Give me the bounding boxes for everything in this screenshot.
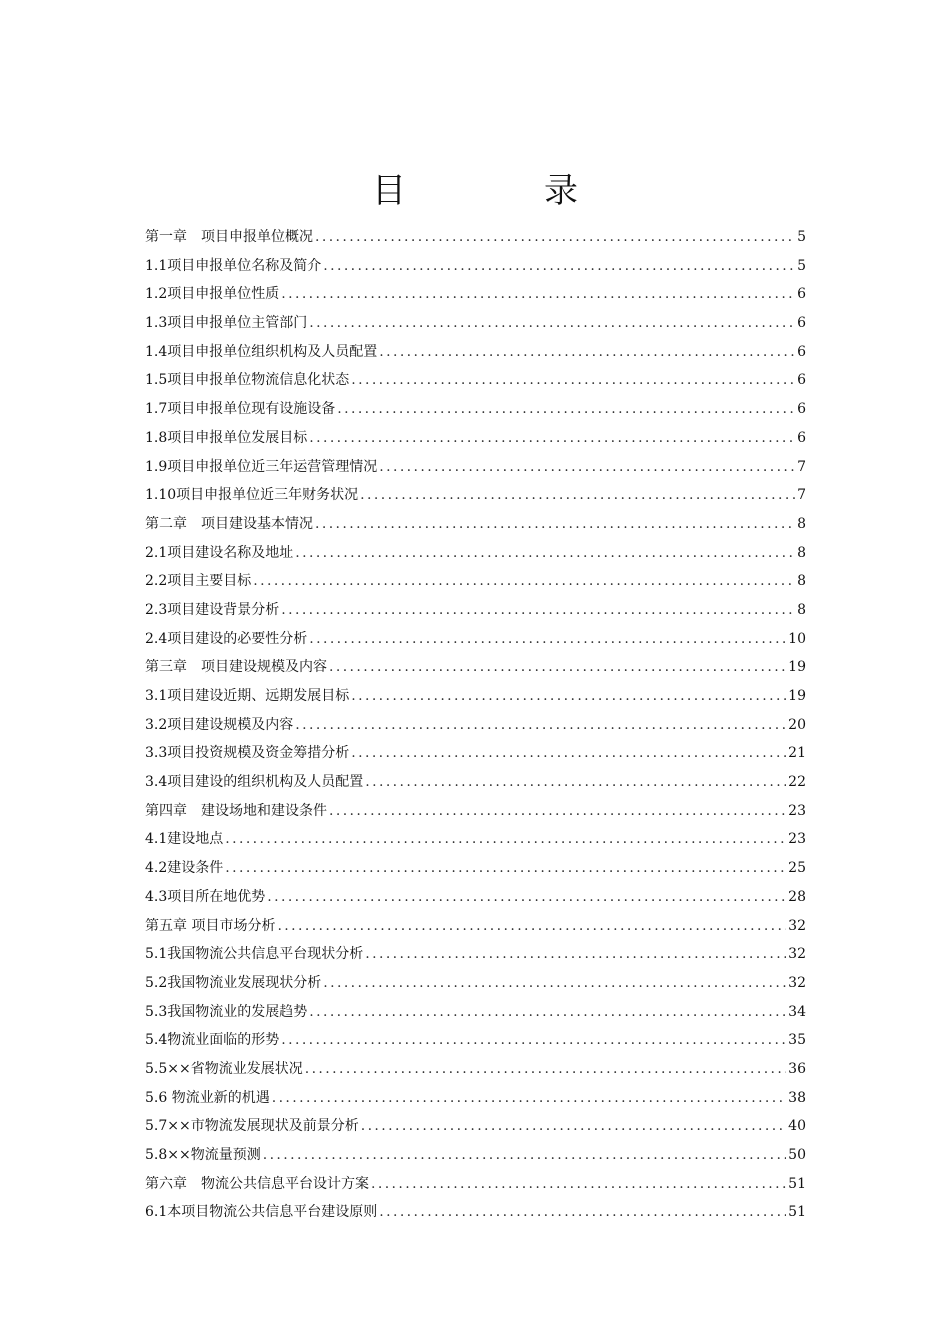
toc-dot-leader: [365, 768, 786, 797]
toc-entry-label: 4.1建设地点: [145, 831, 224, 848]
toc-entry-page: 50: [788, 1147, 806, 1163]
toc-entry-page: 5: [797, 257, 806, 274]
page-title: 目 录: [372, 170, 630, 211]
toc-entry[interactable]: [145, 1026, 806, 1055]
toc-entry-label: 1.8项目申报单位发展目标: [145, 429, 308, 446]
toc-entry-page: 35: [788, 1032, 806, 1049]
toc-entry-label: 4.3项目所在地优势: [145, 888, 266, 905]
toc-dot-leader: [309, 309, 795, 338]
toc-entry-label: 第五章 项目市场分析: [145, 917, 276, 934]
toc-entry-label: 第三章 项目建设规模及内容: [145, 659, 327, 676]
toc-dot-leader: [329, 653, 786, 682]
toc-entry-page: 8: [797, 515, 806, 532]
toc-dot-leader: [267, 883, 786, 912]
toc-entry[interactable]: [145, 825, 806, 854]
toc-entry-page: 19: [788, 659, 806, 676]
toc-dot-leader: [371, 1170, 786, 1199]
toc-entry-label: 3.4项目建设的组织机构及人员配置: [145, 774, 364, 791]
toc-dot-leader: [277, 912, 786, 941]
toc-entry-page: 6: [797, 429, 806, 446]
toc-entry[interactable]: [145, 998, 806, 1027]
toc-entry-page: 5: [797, 229, 806, 245]
toc-entry-page: 51: [788, 1175, 806, 1192]
toc-dot-leader: [365, 940, 786, 969]
toc-entry-label: 1.5项目申报单位物流信息化状态: [145, 372, 350, 389]
toc-dot-leader: [225, 825, 786, 854]
toc-entry[interactable]: [145, 768, 806, 797]
toc-entry-label: 1.9项目申报单位近三年运营管理情况: [145, 458, 378, 475]
toc-entry-page: 6: [797, 401, 806, 418]
toc-dot-leader: [225, 854, 786, 883]
toc-entry[interactable]: [145, 366, 806, 395]
toc-entry-page: 7: [797, 487, 806, 504]
toc-entry[interactable]: [145, 682, 806, 711]
toc-dot-leader: [329, 797, 786, 826]
toc-entry-page: 21: [788, 745, 806, 762]
toc-dot-leader: [351, 366, 795, 395]
toc-dot-leader: [281, 1026, 786, 1055]
toc-dot-leader: [323, 252, 795, 281]
toc-entry-page: 36: [788, 1060, 806, 1077]
toc-entry-label: 5.2我国物流业发展现状分析: [145, 974, 322, 991]
toc-entry-label: 3.1项目建设近期、远期发展目标: [145, 688, 350, 704]
toc-entry[interactable]: [145, 424, 806, 453]
toc-dot-leader: [351, 739, 786, 768]
toc-dot-leader: [379, 338, 795, 367]
toc-dot-leader: [379, 1198, 786, 1227]
toc-entry[interactable]: [145, 252, 806, 281]
toc-entry-page: 40: [788, 1118, 806, 1135]
toc-entry-label: 5.8××物流量预测: [145, 1147, 261, 1163]
toc-entry-label: 4.2建设条件: [145, 860, 224, 877]
toc-entry[interactable]: [145, 510, 806, 539]
toc-entry[interactable]: [145, 567, 806, 596]
toc-entry-label: 1.2项目申报单位性质: [145, 286, 280, 303]
toc-entry-label: 5.6 物流业新的机遇: [145, 1089, 270, 1106]
toc-entry[interactable]: [145, 912, 806, 941]
toc-entry[interactable]: [145, 539, 806, 568]
toc-entry[interactable]: [145, 625, 806, 654]
toc-entry-page: 25: [788, 860, 806, 877]
toc-entry[interactable]: [145, 309, 806, 338]
toc-entry-label: 5.3我国物流业的发展趋势: [145, 1003, 308, 1020]
toc-entry-page: 22: [788, 774, 806, 791]
toc-entry-label: 2.3项目建设背景分析: [145, 601, 280, 618]
toc-entry-label: 2.4项目建设的必要性分析: [145, 630, 308, 647]
toc-dot-leader: [295, 711, 786, 740]
toc-entry-page: 34: [788, 1003, 806, 1020]
toc-entry-label: 5.7××市物流发展现状及前景分析: [145, 1118, 359, 1135]
toc-entry-page: 32: [788, 946, 806, 963]
toc-entry-label: 1.1项目申报单位名称及简介: [145, 257, 322, 274]
toc-dot-leader: [315, 223, 795, 252]
toc-entry-label: 1.7项目申报单位现有设施设备: [145, 401, 336, 418]
toc-entry[interactable]: [145, 1084, 806, 1113]
toc-entry[interactable]: [145, 223, 806, 252]
toc-dot-leader: [295, 539, 795, 568]
toc-dot-leader: [337, 395, 795, 424]
toc-dot-leader: [281, 596, 795, 625]
toc-entry-label: 第一章 项目申报单位概况: [145, 229, 313, 245]
toc-entry-label: 5.1我国物流公共信息平台现状分析: [145, 946, 364, 963]
toc-entry-page: 23: [788, 831, 806, 848]
toc-entry-label: 第四章 建设场地和建设条件: [145, 802, 327, 819]
toc-dot-leader: [315, 510, 795, 539]
toc-entry-page: 28: [788, 888, 806, 905]
toc-entry-label: 第六章 物流公共信息平台设计方案: [145, 1175, 369, 1192]
toc-dot-leader: [323, 969, 786, 998]
toc-dot-leader: [309, 424, 795, 453]
toc-entry[interactable]: [145, 1141, 806, 1170]
toc-dot-leader: [305, 1055, 786, 1084]
table-of-contents: [145, 223, 806, 1227]
toc-entry-page: 19: [788, 688, 806, 704]
toc-entry[interactable]: [145, 596, 806, 625]
toc-entry-page: 32: [788, 974, 806, 991]
toc-entry[interactable]: [145, 395, 806, 424]
toc-dot-leader: [351, 682, 786, 711]
toc-dot-leader: [360, 481, 795, 510]
toc-entry-page: 6: [797, 343, 806, 360]
toc-entry[interactable]: [145, 653, 806, 682]
toc-entry[interactable]: [145, 883, 806, 912]
toc-entry-label: 1.3项目申报单位主管部门: [145, 315, 308, 332]
toc-entry-page: 6: [797, 315, 806, 332]
toc-entry-label: 5.5××省物流业发展状况: [145, 1060, 303, 1077]
toc-entry[interactable]: [145, 453, 806, 482]
toc-entry[interactable]: [145, 280, 806, 309]
toc-dot-leader: [281, 280, 795, 309]
toc-entry[interactable]: [145, 854, 806, 883]
toc-entry[interactable]: [145, 797, 806, 826]
toc-entry-label: 1.10项目申报单位近三年财务状况: [145, 487, 359, 504]
toc-entry-page: 20: [788, 716, 806, 733]
toc-entry-page: 23: [788, 802, 806, 819]
toc-entry-label: 2.1项目建设名称及地址: [145, 544, 294, 561]
toc-entry-page: 32: [788, 917, 806, 934]
toc-entry[interactable]: [145, 940, 806, 969]
toc-entry-label: 6.1本项目物流公共信息平台建设原则: [145, 1204, 378, 1221]
toc-entry[interactable]: [145, 1112, 806, 1141]
toc-entry[interactable]: [145, 338, 806, 367]
toc-entry-page: 10: [788, 630, 806, 647]
toc-entry-label: 5.4物流业面临的形势: [145, 1032, 280, 1049]
toc-dot-leader: [253, 567, 795, 596]
toc-entry-label: 3.2项目建设规模及内容: [145, 716, 294, 733]
toc-entry-label: 2.2项目主要目标: [145, 573, 252, 590]
toc-entry-page: 8: [797, 573, 806, 590]
toc-entry-page: 38: [788, 1089, 806, 1106]
toc-entry-label: 1.4项目申报单位组织机构及人员配置: [145, 343, 378, 360]
toc-entry-label: 3.3项目投资规模及资金筹措分析: [145, 745, 350, 762]
toc-dot-leader: [309, 998, 786, 1027]
toc-entry-page: 51: [788, 1204, 806, 1221]
toc-entry[interactable]: [145, 739, 806, 768]
toc-entry-page: 8: [797, 601, 806, 618]
toc-entry[interactable]: [145, 481, 806, 510]
toc-dot-leader: [379, 453, 795, 482]
toc-entry[interactable]: [145, 1055, 806, 1084]
toc-entry[interactable]: [145, 1198, 806, 1227]
toc-entry-page: 8: [797, 544, 806, 561]
toc-entry-page: 7: [797, 458, 806, 475]
toc-dot-leader: [272, 1084, 786, 1113]
toc-dot-leader: [361, 1112, 786, 1141]
toc-dot-leader: [263, 1141, 786, 1170]
toc-entry[interactable]: [145, 711, 806, 740]
toc-entry-page: 6: [797, 286, 806, 303]
toc-entry-page: 6: [797, 372, 806, 389]
toc-entry[interactable]: [145, 969, 806, 998]
toc-entry-label: 第二章 项目建设基本情况: [145, 515, 313, 532]
toc-entry[interactable]: [145, 1170, 806, 1199]
toc-dot-leader: [309, 625, 786, 654]
